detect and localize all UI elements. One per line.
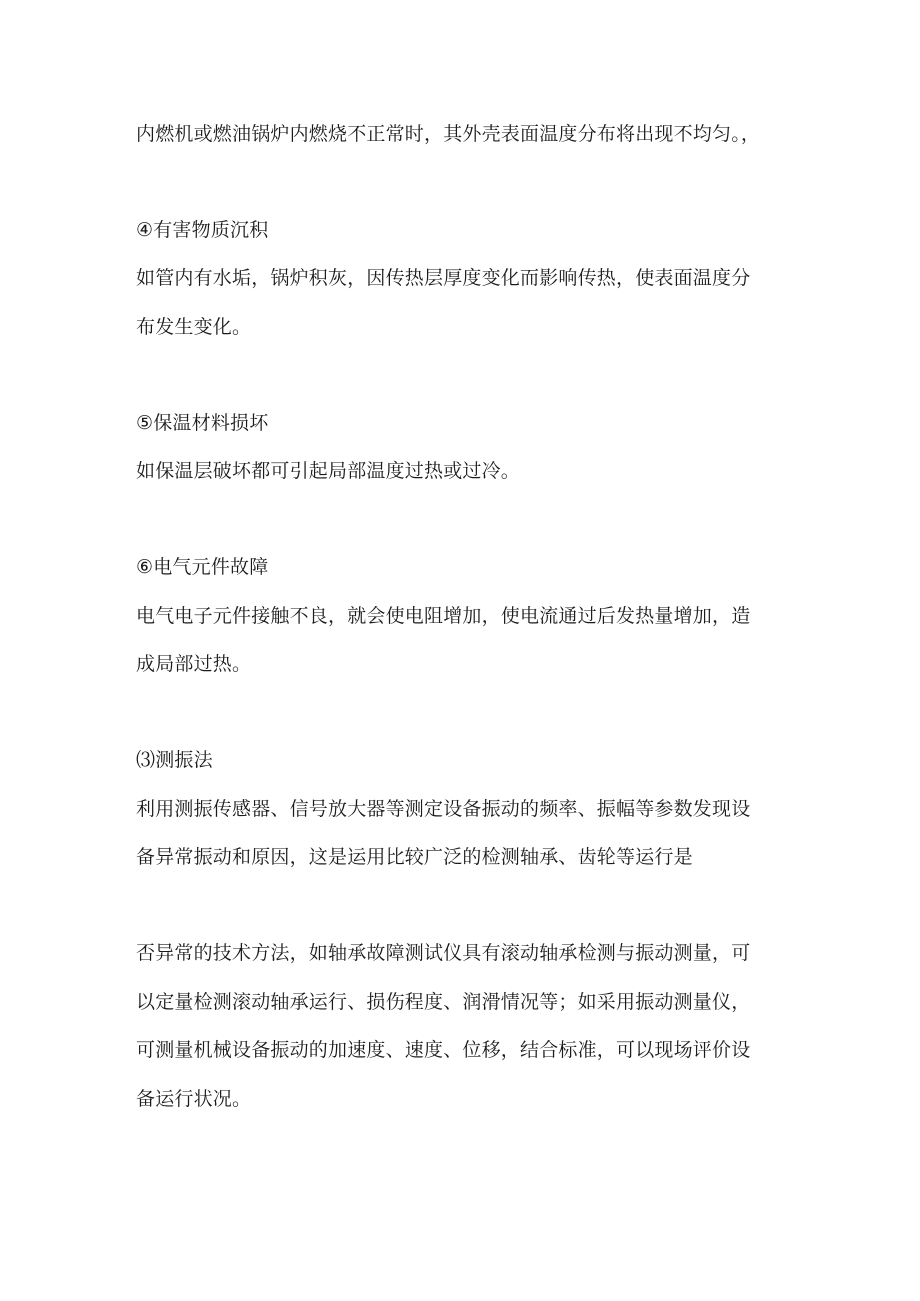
paragraph-electrical-line-2: 成局部过热。 [136, 653, 252, 675]
heading-vibration-method: ⑶测振法 [136, 749, 213, 771]
paragraph-vibration-line-1: 利用测振传感器、信号放大器等测定设备振动的频率、振幅等参数发现设 [136, 798, 751, 820]
paragraph-vibration-line-6: 备运行状况。 [136, 1088, 252, 1110]
paragraph-vibration-line-3: 否异常的技术方法，如轴承故障测试仪具有滚动轴承检测与振动测量，可 [136, 942, 751, 964]
heading-harmful-deposits: ④有害物质沉积 [136, 219, 269, 241]
heading-insulation-damage: ⑤保温材料损坏 [136, 412, 269, 434]
heading-electrical-fault: ⑥电气元件故障 [136, 556, 269, 578]
paragraph-electrical-line-1: 电气电子元件接触不良，就会使电阻增加，使电流通过后发热量增加，造 [136, 605, 751, 627]
paragraph-deposits-line-1: 如管内有水垢，锅炉积灰，因传热层厚度变化而影响传热，使表面温度分 [136, 267, 751, 289]
paragraph-vibration-line-4: 以定量检测滚动轴承运行、损伤程度、润滑情况等；如采用振动测量仪， [136, 991, 751, 1013]
paragraph-deposits-line-2: 布发生变化。 [136, 316, 252, 338]
paragraph-vibration-line-2: 备异常振动和原因，这是运用比较广泛的检测轴承、齿轮等运行是 [136, 846, 693, 868]
paragraph-vibration-line-5: 可测量机械设备振动的加速度、速度、位移，结合标准，可以现场评价设 [136, 1039, 751, 1061]
paragraph-combustion-line: 内燃机或燃油锅炉内燃烧不正常时，其外壳表面温度分布将出现不均匀。， [136, 123, 761, 145]
paragraph-insulation-line: 如保温层破坏都可引起局部温度过热或过冷。 [136, 460, 521, 482]
